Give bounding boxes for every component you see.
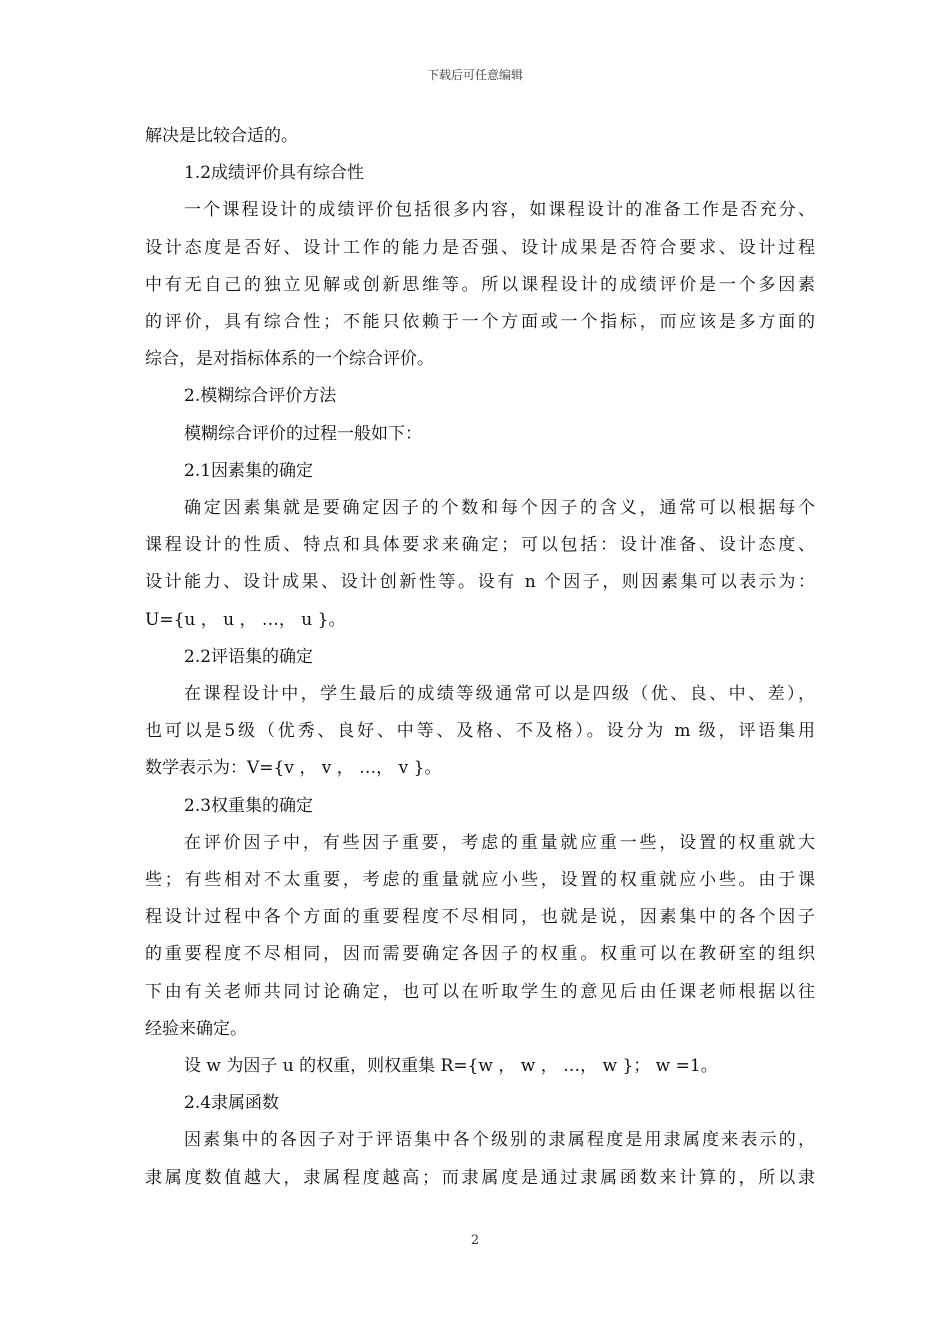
text-line: 数学表示为：V={v ， v ， …， v }。 (145, 758, 442, 779)
text-line: 设计能力、设计成果、设计创新性等。设有 n 个因子，则因素集可以表示为： (145, 572, 815, 593)
text-line: 一个课程设计的成绩评价包括很多内容，如课程设计的准备工作是否充分、 (184, 200, 815, 221)
text-line: 确定因素集就是要确定因子的个数和每个因子的含义，通常可以根据每个 (184, 498, 815, 519)
text-line: 2.模糊综合评价方法 (184, 386, 337, 407)
text-line: 些；有些相对不太重要，考虑的重量就应小些，设置的权重就应小些。由于课 (145, 870, 815, 891)
page-number: 2 (470, 1233, 480, 1248)
text-line: 2.4隶属函数 (184, 1093, 280, 1114)
text-line: 在评价因子中，有些因子重要，考虑的重量就应重一些，设置的权重就大 (184, 832, 815, 853)
text-line: 2.3权重集的确定 (184, 795, 314, 816)
text-line: 1.2成绩评价具有综合性 (184, 163, 365, 184)
text-line: 的重要程度不尽相同，因而需要确定各因子的权重。权重可以在教研室的组织 (145, 944, 815, 965)
text-line: 2.2评语集的确定 (184, 646, 314, 667)
text-line: 设 w 为因子 u 的权重，则权重集 R={w ， w ， …， w }； w =1。 (184, 1056, 718, 1077)
body-text (145, 118, 815, 1197)
text-line: 下由有关老师共同讨论确定，也可以在听取学生的意见后由任课老师根据以往 (145, 981, 815, 1002)
text-line: 设计态度是否好、设计工作的能力是否强、设计成果是否符合要求、设计过程 (145, 237, 815, 258)
text-line: 模糊综合评价的过程一般如下： (184, 423, 422, 444)
text-line: 在课程设计中，学生最后的成绩等级通常可以是四级（优、良、中、差）， (184, 684, 815, 705)
text-line: U={u ， u ， …， u }。 (145, 609, 346, 630)
text-line: 2.1因素集的确定 (184, 460, 314, 481)
text-line: 课程设计的性质、特点和具体要求来确定；可以包括：设计准备、设计态度、 (145, 535, 815, 556)
text-line: 隶属度数值越大，隶属程度越高；而隶属度是通过隶属函数来计算的，所以隶 (145, 1167, 815, 1188)
text-line: 经验来确定。 (145, 1018, 247, 1039)
page-header: 下载后可任意编辑 (426, 68, 523, 82)
text-line: 程设计过程中各个方面的重要程度不尽相同，也就是说，因素集中的各个因子 (145, 907, 815, 928)
text-line: 综合，是对指标体系的一个综合评价。 (145, 349, 434, 370)
text-line: 因素集中的各因子对于评语集中各个级别的隶属程度是用隶属度来表示的， (184, 1130, 815, 1151)
text-line: 解决是比较合适的。 (145, 126, 298, 146)
text-line: 中有无自己的独立见解或创新思维等。所以课程设计的成绩评价是一个多因素 (145, 274, 815, 295)
text-line: 的评价，具有综合性；不能只依赖于一个方面或一个指标，而应该是多方面的 (145, 312, 815, 333)
text-line: 也可以是5级（优秀、良好、中等、及格、不及格）。设分为 m 级，评语集用 (145, 721, 815, 742)
